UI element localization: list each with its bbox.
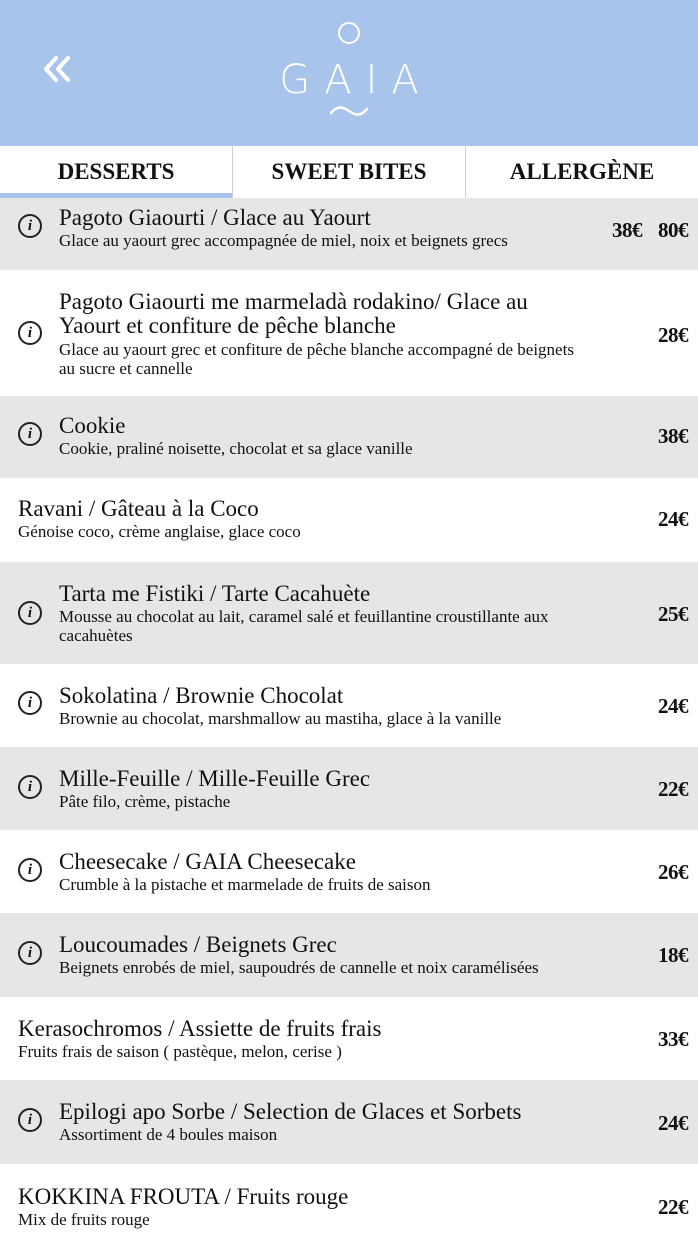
item-name: Epilogi apo Sorbe / Selection de Glaces et Sorbets [59,1099,522,1124]
info-icon[interactable]: i [18,214,42,238]
tab-label: DESSERTS [57,159,175,184]
logo-wave [328,104,370,118]
item-price: 33€ [658,1027,688,1051]
tab-desserts[interactable] [0,146,233,198]
app-header [0,0,698,146]
logo-text: GAIA [279,57,433,103]
item-price: 24€ [658,507,688,531]
menu-item[interactable] [0,198,698,270]
item-description: Génoise coco, crème anglaise, glace coco [18,522,301,541]
item-description: Glace au yaourt grec accompagnée de miel, noix et beignets grecs [59,231,508,250]
item-name: Cookie [59,413,126,438]
menu-item[interactable] [0,396,698,478]
item-price: 80€ [658,218,688,242]
menu-item[interactable] [0,997,698,1080]
item-name: Loucoumades / Beignets Grec [59,932,337,957]
menu-item[interactable] [0,270,698,396]
info-icon[interactable]: i [18,321,42,345]
item-name: Tarta me Fistiki / Tarte Cacahuète [59,581,371,606]
back-button[interactable] [40,52,80,92]
tab-label: ALLERGÈNE [509,159,655,184]
item-description: Pâte filo, crème, pistache [59,792,231,811]
menu-item[interactable] [0,913,698,997]
item-name: Sokolatina / Brownie Chocolat [59,683,344,708]
item-price: 38€ [658,424,688,448]
menu-item[interactable] [0,747,698,830]
tab-sweet-bites[interactable] [233,146,466,198]
tab-label: SWEET BITES [271,159,427,184]
logo-circle [338,22,360,44]
item-description: Assortiment de 4 boules maison [59,1125,278,1144]
menu-item[interactable] [0,1080,698,1164]
item-price: 24€ [658,1111,688,1135]
item-price: 25€ [658,602,688,626]
item-price: 22€ [658,1195,688,1219]
double-chevron-left-icon [40,52,74,86]
info-icon[interactable]: i [18,858,42,882]
item-price: 24€ [658,694,688,718]
item-description: Crumble à la pistache et marmelade de fruits de saison [59,875,431,894]
item-price: 26€ [658,860,688,884]
item-price: 38€ [612,218,642,242]
tab-allergene[interactable] [466,146,698,198]
info-icon[interactable]: i [18,941,42,965]
item-price: 18€ [658,943,688,967]
item-name: Mille-Feuille / Mille-Feuille Grec [59,766,371,791]
item-name: Pagoto Giaourti me marmeladà rodakino/ Glace au Yaourt et confiture de pêche blanche [59,289,528,338]
item-description: Cookie, praliné noisette, chocolat et sa glace vanille [59,439,413,458]
item-name: Ravani / Gâteau à la Coco [18,496,259,521]
info-icon[interactable]: i [18,691,42,715]
item-name: Kerasochromos / Assiette de fruits frais [18,1016,382,1041]
item-price: 22€ [658,777,688,801]
menu-item[interactable] [0,478,698,562]
menu-item[interactable] [0,830,698,913]
item-description: Mix de fruits rouge [18,1210,150,1229]
menu-item[interactable] [0,664,698,747]
category-tabs [0,146,698,198]
item-price: 28€ [658,323,688,347]
gaia-logo [260,18,438,128]
item-name: KOKKINA FROUTA / Fruits rouge [18,1184,349,1209]
item-description: Glace au yaourt grec et confiture de pêche blanche accompagné de beignets au sucre et cannelle [59,340,574,378]
item-description: Fruits frais de saison ( pastèque, melon, cerise ) [18,1042,342,1061]
info-icon[interactable]: i [18,601,42,625]
menu-list [0,198,698,1237]
info-icon[interactable]: i [18,422,42,446]
menu-item[interactable] [0,562,698,664]
info-icon[interactable]: i [18,775,42,799]
item-description: Beignets enrobés de miel, saupoudrés de cannelle et noix caramélisées [59,958,539,977]
info-icon[interactable]: i [18,1108,42,1132]
menu-item[interactable] [0,1164,698,1237]
item-name: Pagoto Giaourti / Glace au Yaourt [59,205,371,230]
item-description: Mousse au chocolat au lait, caramel salé et feuillantine croustillante aux cacahuètes [59,607,549,645]
item-description: Brownie au chocolat, marshmallow au mastiha, glace à la vanille [59,709,502,728]
item-name: Cheesecake / GAIA Cheesecake [59,849,356,874]
